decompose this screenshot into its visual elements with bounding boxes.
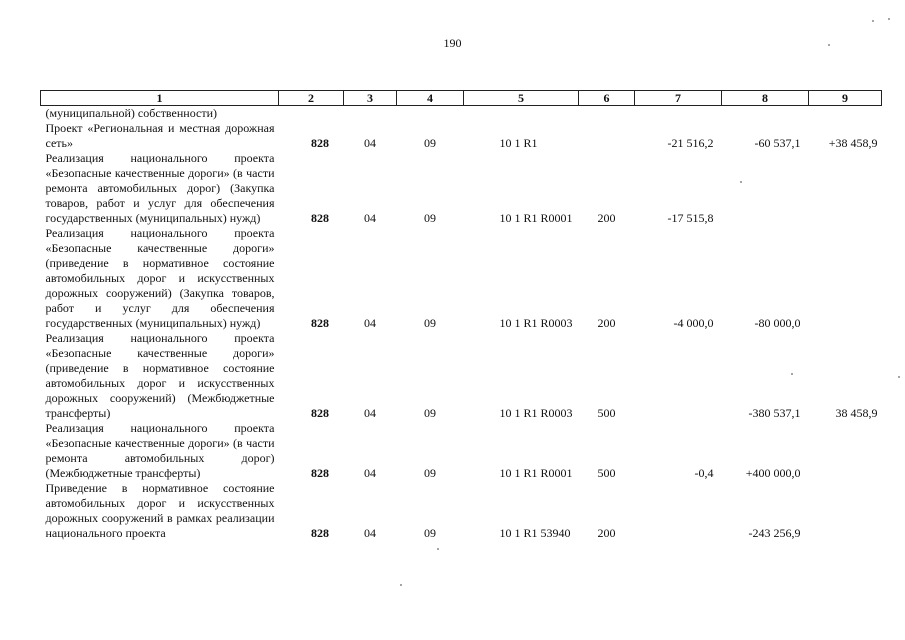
row-section: 04 — [364, 316, 376, 330]
row-amount-col9 — [809, 106, 882, 122]
scan-speck — [898, 376, 900, 378]
row-ministry-code: 828 — [311, 136, 329, 150]
column-header-6: 6 — [579, 91, 635, 106]
scan-speck — [740, 181, 742, 183]
table-row — [41, 106, 882, 122]
row-description: Реализация национального проекта «Безопасные качественные дороги» (в части ремонта автомобильных дорог) (Закупка товаров, работ и услуг для обеспечения государственных (муниципальных) нужд) — [45, 151, 275, 225]
page-number: 190 — [443, 36, 462, 50]
scan-speck — [400, 584, 402, 586]
row-section: 04 — [364, 406, 376, 420]
row-amount-col9: 38 458,9 — [835, 406, 878, 420]
row-subsection — [397, 106, 464, 122]
table-row — [41, 151, 882, 226]
table-row — [41, 421, 882, 481]
scan-speck — [437, 548, 439, 550]
row-expense-type: 200 — [597, 316, 616, 330]
column-header-1: 1 — [41, 91, 279, 106]
column-header-7: 7 — [635, 91, 722, 106]
row-target-article: 10 1 R1 53940 — [499, 526, 571, 540]
row-amount-col9: +38 458,9 — [828, 136, 878, 150]
row-description: (муниципальной) собственности) — [45, 106, 217, 120]
row-amount-col8: -60 537,1 — [754, 136, 801, 150]
row-description: Приведение в нормативное состояние автомобильных дорог и искусственных дорожных сооружений в рамках реализации национального проекта — [45, 481, 275, 540]
budget-table — [40, 90, 882, 541]
scan-speck — [828, 44, 830, 46]
row-target-article: 10 1 R1 R0001 — [499, 211, 573, 225]
row-target-article: 10 1 R1 R0003 — [499, 316, 573, 330]
row-section — [344, 106, 397, 122]
row-ministry-code: 828 — [311, 526, 329, 540]
row-amount-col7: -4 000,0 — [673, 316, 714, 330]
column-header-4: 4 — [397, 91, 464, 106]
row-amount-col7: -17 515,8 — [667, 211, 714, 225]
row-subsection: 09 — [424, 211, 436, 225]
table-header — [41, 91, 882, 106]
row-amount-col9 — [809, 421, 882, 481]
row-expense-type — [579, 121, 635, 151]
row-ministry-code: 828 — [311, 211, 329, 225]
row-expense-type: 200 — [597, 211, 616, 225]
row-description: Реализация национального проекта «Безопасные качественные дороги» (в части ремонта автомобильных дорог) (Межбюджетные трансферты) — [45, 421, 275, 480]
row-subsection: 09 — [424, 406, 436, 420]
row-amount-col8: -80 000,0 — [754, 316, 801, 330]
table-row — [41, 121, 882, 151]
row-amount-col8: -243 256,9 — [748, 526, 801, 540]
row-ministry-code: 828 — [311, 316, 329, 330]
column-header-5: 5 — [464, 91, 579, 106]
row-amount-col7: -21 516,2 — [667, 136, 714, 150]
row-subsection: 09 — [424, 466, 436, 480]
row-subsection: 09 — [424, 526, 436, 540]
table-row — [41, 481, 882, 541]
row-amount-col7 — [635, 106, 722, 122]
table-row — [41, 331, 882, 421]
row-subsection: 09 — [424, 316, 436, 330]
row-amount-col8: +400 000,0 — [745, 466, 801, 480]
row-target-article: 10 1 R1 R0001 — [499, 466, 573, 480]
column-header-9: 9 — [809, 91, 882, 106]
row-amount-col7 — [635, 481, 722, 541]
scan-speck — [872, 20, 874, 22]
column-header-3: 3 — [344, 91, 397, 106]
column-header-2: 2 — [279, 91, 344, 106]
row-target-article — [464, 106, 579, 122]
table-body — [41, 106, 882, 542]
row-description: Реализация национального проекта «Безопасные качественные дороги» (приведение в нормативное состояние автомобильных дорог и искусственных дорожных сооружений) (Межбюджетные трансферты) — [45, 331, 275, 420]
row-target-article: 10 1 R1 — [499, 136, 538, 150]
scan-speck — [791, 373, 793, 375]
header-row — [41, 91, 882, 106]
row-expense-type: 500 — [597, 406, 616, 420]
row-amount-col8 — [722, 151, 809, 226]
row-amount-col7 — [635, 331, 722, 421]
row-section: 04 — [364, 526, 376, 540]
row-expense-type: 200 — [597, 526, 616, 540]
row-amount-col9 — [809, 226, 882, 331]
row-ministry-code: 828 — [311, 466, 329, 480]
row-section: 04 — [364, 211, 376, 225]
row-subsection: 09 — [424, 136, 436, 150]
row-amount-col9 — [809, 481, 882, 541]
row-section: 04 — [364, 136, 376, 150]
row-amount-col8: -380 537,1 — [748, 406, 801, 420]
row-section: 04 — [364, 466, 376, 480]
row-amount-col7: -0,4 — [694, 466, 714, 480]
row-expense-type: 500 — [597, 466, 616, 480]
row-expense-type — [579, 106, 635, 122]
row-description: Проект «Региональная и местная дорожная сеть» — [45, 121, 275, 150]
row-amount-col8 — [722, 106, 809, 122]
row-target-article: 10 1 R1 R0003 — [499, 406, 573, 420]
row-amount-col9 — [809, 151, 882, 226]
row-ministry-code: 828 — [311, 406, 329, 420]
table-row — [41, 226, 882, 331]
scan-speck — [888, 18, 890, 20]
column-header-8: 8 — [722, 91, 809, 106]
row-ministry-code — [279, 106, 344, 122]
row-description: Реализация национального проекта «Безопасные качественные дороги» (приведение в нормативное состояние автомобильных дорог и искусственных дорожных сооружений) (Закупка товаров, работ и услуг для обеспечения государственных (муниципальных) нужд) — [45, 226, 275, 330]
